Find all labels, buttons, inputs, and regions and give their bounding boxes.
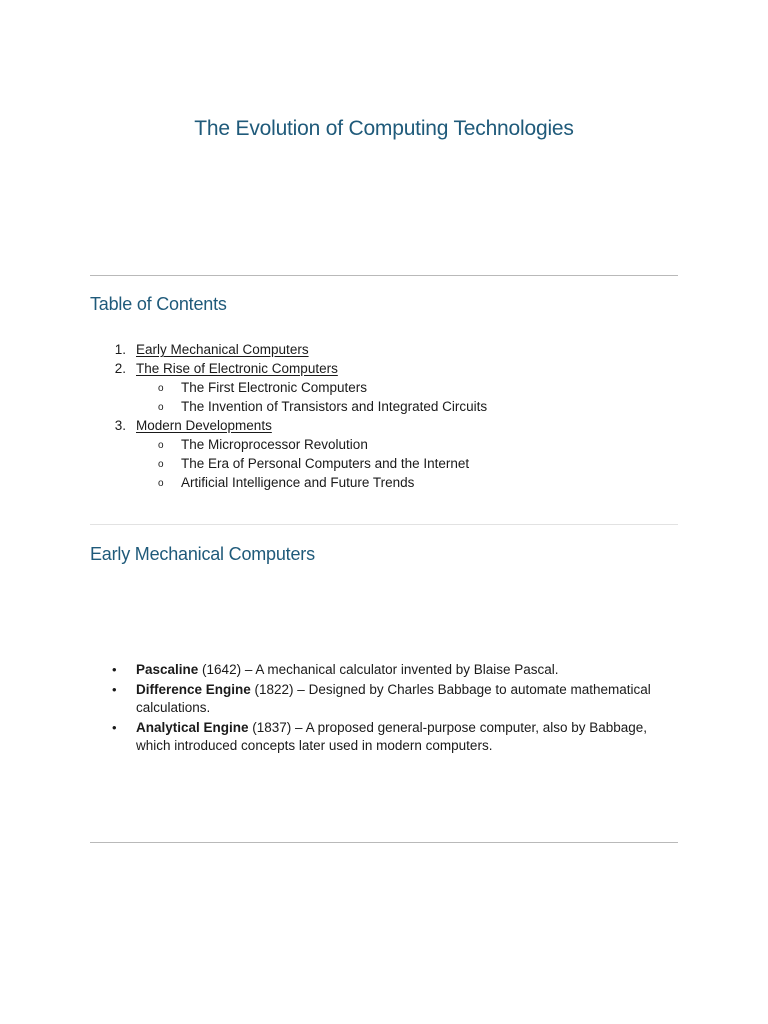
toc-subitem [90, 435, 678, 454]
toc-item-1 [90, 340, 678, 359]
bullet-dot-icon: • [112, 719, 117, 735]
list-item [90, 681, 680, 718]
horizontal-rule [90, 842, 678, 843]
toc-heading: Table of Contents [90, 294, 227, 314]
circle-bullet-icon: o [158, 440, 164, 451]
horizontal-rule [90, 275, 678, 276]
bullet-text: (1837) – A proposed general-purpose computer, also by Babbage, which introduced concepts later used in modern computers. [136, 719, 648, 753]
bullet-dot-icon: • [112, 662, 117, 677]
circle-bullet-icon: o [158, 478, 164, 489]
toc-subitem [90, 454, 678, 473]
toc-link-early-mechanical[interactable]: Early Mechanical Computers [136, 342, 309, 357]
bullet-dot-icon: • [112, 681, 117, 697]
toc-subitem-label: Artificial Intelligence and Future Trends [181, 475, 415, 490]
toc-item-3 [90, 416, 678, 435]
bullet-term: Difference Engine [136, 681, 251, 697]
bullet-term: Analytical Engine [136, 719, 249, 735]
circle-bullet-icon: o [158, 402, 164, 413]
document-title: The Evolution of Computing Technologies [194, 117, 574, 140]
toc-subitem-label: The Era of Personal Computers and the Internet [181, 456, 470, 471]
toc-subitem [90, 397, 678, 416]
toc-subitem-label: The Invention of Transistors and Integrated Circuits [181, 399, 488, 414]
toc-subitem-label: The Microprocessor Revolution [181, 437, 368, 452]
toc-link-modern-developments[interactable]: Modern Developments [136, 418, 272, 433]
bullet-text: (1822) – Designed by Charles Babbage to automate mathematical calculations. [136, 681, 651, 715]
bullet-term: Pascaline [136, 662, 199, 677]
toc-item-2 [90, 359, 678, 378]
toc-link-rise-electronic[interactable]: The Rise of Electronic Computers [136, 361, 338, 376]
toc-subitem [90, 378, 678, 397]
table-of-contents [90, 340, 678, 492]
toc-number: 3. [114, 418, 126, 433]
horizontal-rule [90, 524, 678, 525]
list-item [90, 719, 680, 756]
bullet-text: (1642) – A mechanical calculator invented by Blaise Pascal. [198, 662, 559, 677]
toc-number: 2. [114, 361, 126, 376]
list-item [90, 661, 680, 680]
circle-bullet-icon: o [158, 459, 164, 470]
circle-bullet-icon: o [158, 383, 164, 394]
toc-subitem [90, 473, 678, 492]
section-heading-early-mechanical: Early Mechanical Computers [90, 544, 315, 564]
toc-subitem-label: The First Electronic Computers [181, 380, 368, 395]
bullet-list [90, 661, 680, 757]
toc-number: 1. [114, 342, 126, 357]
